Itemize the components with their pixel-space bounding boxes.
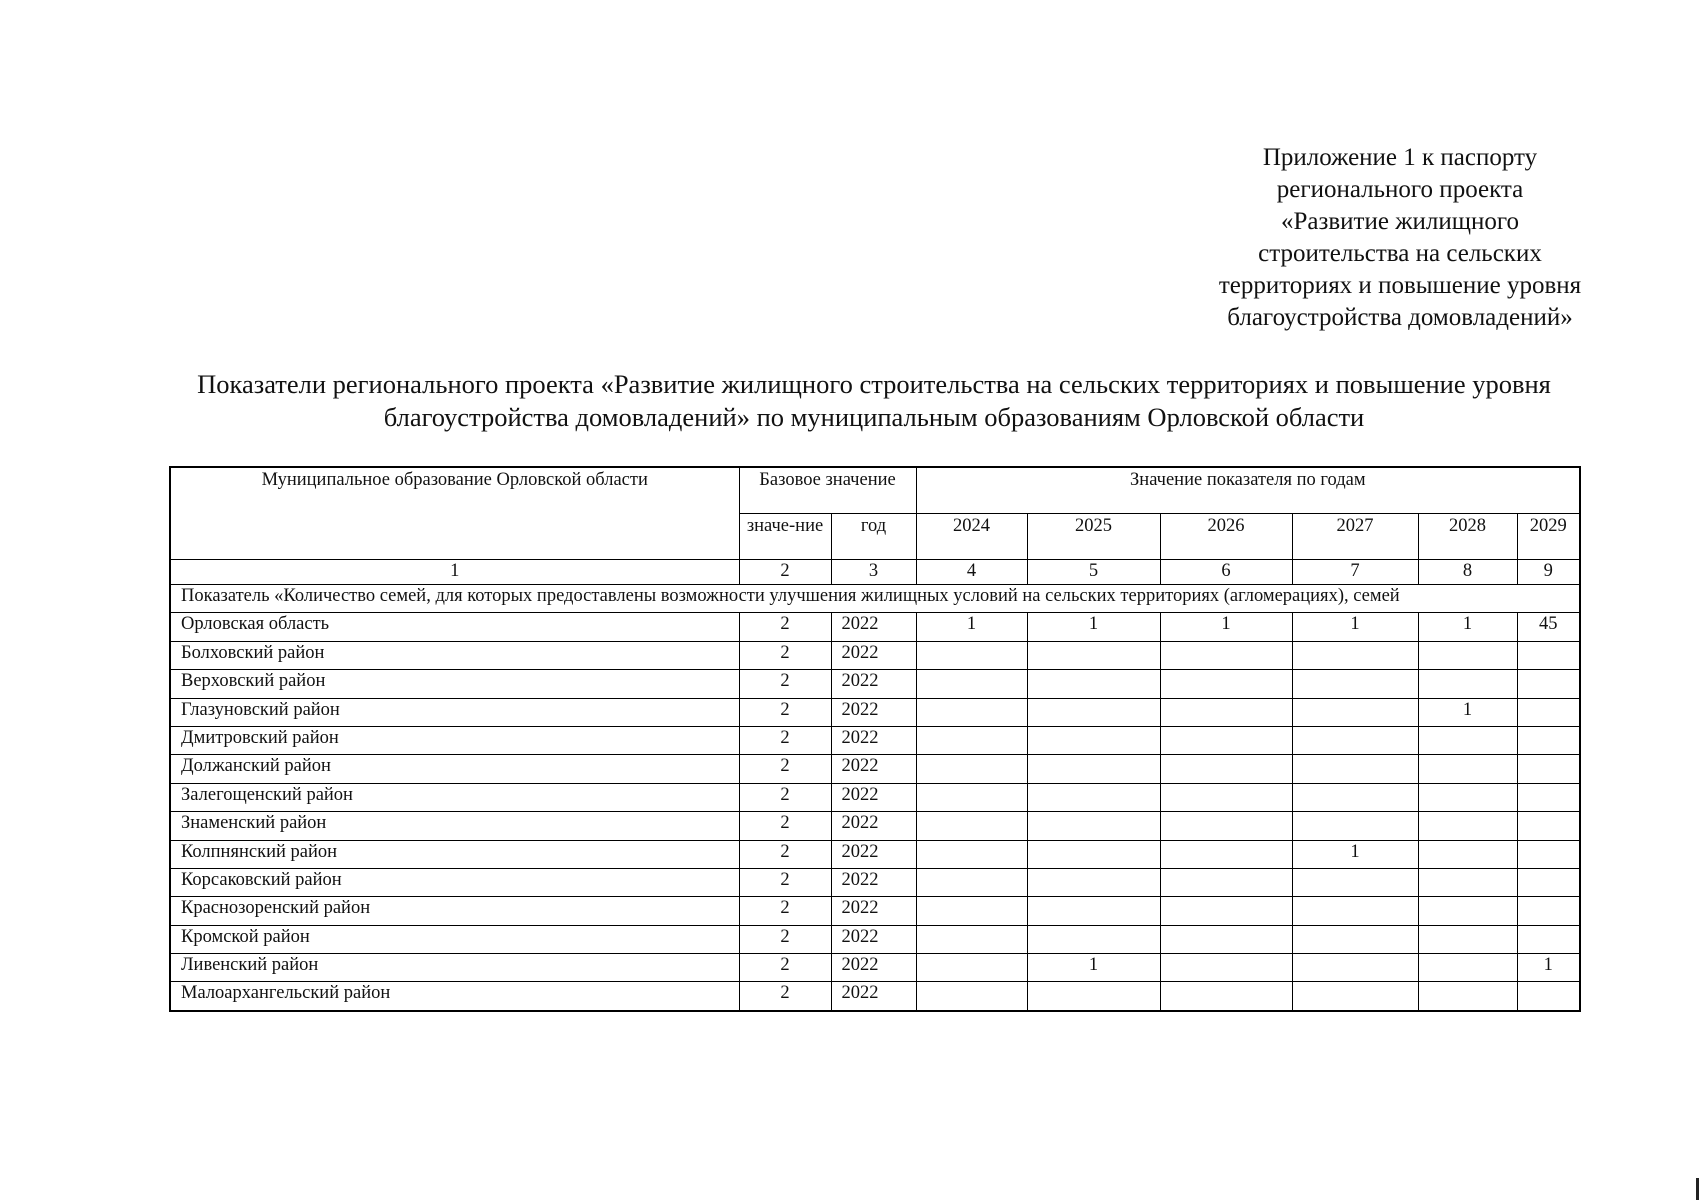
year-value-cell [916, 726, 1027, 754]
year-value-cell [1418, 868, 1517, 896]
year-value-cell [1418, 897, 1517, 925]
base-value: 2 [739, 868, 831, 896]
year-value-cell: 1 [1160, 613, 1292, 641]
appendix-line: строительства на сельских [1258, 240, 1542, 267]
year-value-cell [1160, 897, 1292, 925]
year-value-cell [1418, 840, 1517, 868]
table-row [170, 783, 1580, 811]
year-value-cell [1027, 868, 1160, 896]
header-year-2024: 2024 [916, 514, 1027, 560]
header-value: значе-ние [739, 514, 831, 560]
table-row [170, 670, 1580, 698]
header-base-value: Базовое значение [739, 467, 916, 514]
header-year: год [831, 514, 916, 560]
column-number: 1 [170, 560, 739, 585]
base-value: 2 [739, 613, 831, 641]
year-value-cell [1160, 954, 1292, 982]
year-value-cell [1027, 812, 1160, 840]
year-value-cell [916, 670, 1027, 698]
year-value-cell [1160, 868, 1292, 896]
year-value-cell [1160, 698, 1292, 726]
year-value-cell [1292, 812, 1418, 840]
header-year-2028: 2028 [1418, 514, 1517, 560]
appendix-line: «Развитие жилищного [1281, 208, 1519, 235]
header-year-2025: 2025 [1027, 514, 1160, 560]
municipality-name: Краснозоренский район [170, 897, 739, 925]
year-value-cell [1292, 755, 1418, 783]
table-row [170, 897, 1580, 925]
year-value-cell [1027, 925, 1160, 953]
indicators-table [169, 466, 1581, 1012]
year-value-cell: 1 [1292, 613, 1418, 641]
document-title [100, 368, 1648, 434]
header-row-1 [170, 467, 1580, 514]
year-value-cell [1160, 812, 1292, 840]
indicator-title: Показатель «Количество семей, для которых предоставлены возможности улучшения жилищных условий на сельских территориях (агломерациях), семей [170, 585, 1580, 613]
year-value-cell [1160, 670, 1292, 698]
base-year: 2022 [831, 641, 916, 669]
table-row [170, 868, 1580, 896]
year-value-cell [1027, 783, 1160, 811]
year-value-cell [1160, 755, 1292, 783]
base-year: 2022 [831, 925, 916, 953]
base-value: 2 [739, 954, 831, 982]
header-year-2026: 2026 [1160, 514, 1292, 560]
year-value-cell [916, 698, 1027, 726]
year-value-cell [1418, 812, 1517, 840]
appendix-line: благоустройства домовладений» [1227, 304, 1573, 331]
base-year: 2022 [831, 982, 916, 1011]
year-value-cell [1517, 897, 1580, 925]
column-number: 8 [1418, 560, 1517, 585]
table-row [170, 726, 1580, 754]
year-value-cell [1027, 641, 1160, 669]
year-value-cell [1517, 641, 1580, 669]
column-number: 7 [1292, 560, 1418, 585]
table-row [170, 755, 1580, 783]
year-value-cell [916, 783, 1027, 811]
municipality-name: Залегощенский район [170, 783, 739, 811]
table-row [170, 613, 1580, 641]
year-value-cell [1517, 868, 1580, 896]
base-value: 2 [739, 897, 831, 925]
municipality-name: Колпнянский район [170, 840, 739, 868]
base-value: 2 [739, 698, 831, 726]
base-year: 2022 [831, 783, 916, 811]
municipality-name: Должанский район [170, 755, 739, 783]
base-value: 2 [739, 670, 831, 698]
header-value-by-years: Значение показателя по годам [916, 467, 1580, 514]
base-year: 2022 [831, 698, 916, 726]
year-value-cell [916, 982, 1027, 1011]
column-number: 5 [1027, 560, 1160, 585]
year-value-cell [1160, 783, 1292, 811]
municipality-name: Знаменский район [170, 812, 739, 840]
year-value-cell: 1 [1517, 954, 1580, 982]
year-value-cell [1027, 755, 1160, 783]
year-value-cell [916, 812, 1027, 840]
year-value-cell [1517, 812, 1580, 840]
year-value-cell: 1 [1027, 954, 1160, 982]
base-value: 2 [739, 840, 831, 868]
year-value-cell [1517, 726, 1580, 754]
base-year: 2022 [831, 726, 916, 754]
appendix-line: регионального проекта [1276, 176, 1524, 203]
base-year: 2022 [831, 868, 916, 896]
year-value-cell: 1 [1418, 613, 1517, 641]
year-value-cell [1292, 698, 1418, 726]
year-value-cell [1027, 726, 1160, 754]
year-value-cell: 1 [916, 613, 1027, 641]
year-value-cell [1517, 783, 1580, 811]
year-value-cell [1027, 840, 1160, 868]
table-row [170, 698, 1580, 726]
table-row [170, 954, 1580, 982]
year-value-cell [916, 868, 1027, 896]
year-value-cell [1517, 755, 1580, 783]
base-value: 2 [739, 982, 831, 1011]
year-value-cell [1517, 670, 1580, 698]
year-value-cell [916, 954, 1027, 982]
year-value-cell [916, 840, 1027, 868]
column-number: 4 [916, 560, 1027, 585]
municipality-name: Болховский район [170, 641, 739, 669]
municipality-name: Ливенский район [170, 954, 739, 982]
appendix-line: территориях и повышение уровня [1218, 272, 1582, 299]
municipality-name: Кромской район [170, 925, 739, 953]
column-number: 9 [1517, 560, 1580, 585]
year-value-cell [1418, 641, 1517, 669]
table-row [170, 982, 1580, 1011]
header-municipality: Муниципальное образование Орловской области [170, 467, 739, 560]
base-value: 2 [739, 783, 831, 811]
year-value-cell [1027, 897, 1160, 925]
base-value: 2 [739, 726, 831, 754]
year-value-cell [1418, 783, 1517, 811]
municipality-name: Орловская область [170, 613, 739, 641]
base-value: 2 [739, 812, 831, 840]
year-value-cell [1160, 726, 1292, 754]
column-numbers-row [170, 560, 1580, 585]
table-row [170, 925, 1580, 953]
column-number: 2 [739, 560, 831, 585]
year-value-cell [1160, 641, 1292, 669]
year-value-cell [1292, 641, 1418, 669]
year-value-cell: 1 [1292, 840, 1418, 868]
base-year: 2022 [831, 755, 916, 783]
column-number: 3 [831, 560, 916, 585]
year-value-cell [1517, 982, 1580, 1011]
year-value-cell [1517, 698, 1580, 726]
year-value-cell: 1 [1418, 698, 1517, 726]
header-year-2027: 2027 [1292, 514, 1418, 560]
year-value-cell [1418, 755, 1517, 783]
year-value-cell [1418, 954, 1517, 982]
base-year: 2022 [831, 840, 916, 868]
base-value: 2 [739, 641, 831, 669]
appendix-note [1150, 142, 1650, 334]
base-year: 2022 [831, 613, 916, 641]
appendix-line: Приложение 1 к паспорту [1262, 144, 1538, 171]
municipality-name: Малоархангельский район [170, 982, 739, 1011]
year-value-cell [916, 641, 1027, 669]
table-row [170, 840, 1580, 868]
year-value-cell [1292, 982, 1418, 1011]
year-value-cell [1027, 698, 1160, 726]
table-row [170, 812, 1580, 840]
municipality-name: Корсаковский район [170, 868, 739, 896]
municipality-name: Глазуновский район [170, 698, 739, 726]
base-value: 2 [739, 925, 831, 953]
year-value-cell [1418, 982, 1517, 1011]
year-value-cell [1160, 982, 1292, 1011]
year-value-cell [1160, 925, 1292, 953]
year-value-cell [1027, 670, 1160, 698]
year-value-cell [1517, 925, 1580, 953]
base-value: 2 [739, 755, 831, 783]
year-value-cell [1292, 868, 1418, 896]
year-value-cell [916, 755, 1027, 783]
municipality-name: Дмитровский район [170, 726, 739, 754]
title-line-2: благоустройства домовладений» по муниципальным образованиям Орловской области [383, 402, 1365, 432]
title-line-1: Показатели регионального проекта «Развитие жилищного строительства на сельских территориях и повышение уровня [197, 369, 1551, 399]
municipality-name: Верховский район [170, 670, 739, 698]
year-value-cell [916, 925, 1027, 953]
year-value-cell [1292, 783, 1418, 811]
year-value-cell [1517, 840, 1580, 868]
year-value-cell [1292, 670, 1418, 698]
year-value-cell [1418, 726, 1517, 754]
year-value-cell [1292, 954, 1418, 982]
year-value-cell [1292, 925, 1418, 953]
year-value-cell: 1 [1027, 613, 1160, 641]
page-edge-mark [1696, 1178, 1699, 1200]
year-value-cell [1160, 840, 1292, 868]
year-value-cell: 45 [1517, 613, 1580, 641]
year-value-cell [1292, 726, 1418, 754]
base-year: 2022 [831, 670, 916, 698]
header-year-2029: 2029 [1517, 514, 1580, 560]
base-year: 2022 [831, 954, 916, 982]
table-row [170, 641, 1580, 669]
year-value-cell [1418, 925, 1517, 953]
base-year: 2022 [831, 812, 916, 840]
year-value-cell [916, 897, 1027, 925]
indicator-row [170, 585, 1580, 613]
year-value-cell [1292, 897, 1418, 925]
column-number: 6 [1160, 560, 1292, 585]
base-year: 2022 [831, 897, 916, 925]
year-value-cell [1027, 982, 1160, 1011]
year-value-cell [1418, 670, 1517, 698]
